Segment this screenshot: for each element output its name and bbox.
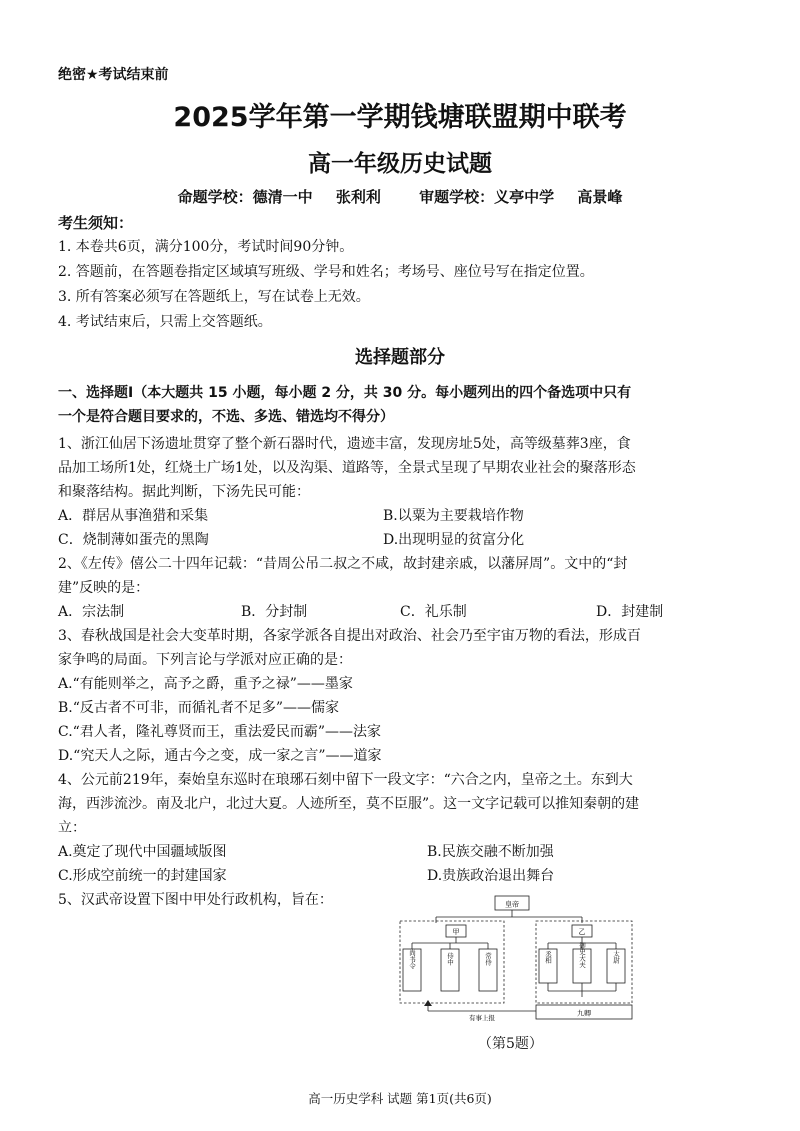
yi-child-label: 丞相 (544, 950, 552, 964)
q2-stem: 建”反映的是： (58, 580, 150, 596)
q3-option-a[interactable]: A.“有能则举之，高予之爵，重予之禄”——墨家 (58, 676, 353, 692)
jia-child-label: 常侍 (484, 952, 492, 966)
setter-line (0, 186, 800, 207)
reviewer-school: 审题学校：义亭中学 (419, 188, 555, 206)
exam-title: 2025学年第一学期钱塘联盟期中联考 (173, 102, 627, 133)
q4-stem: 立： (58, 820, 86, 836)
notice-heading: 考生须知： (58, 214, 134, 232)
notice-item: 2. 答题前，在答题卷指定区域填写班级、学号和姓名；考场号、座位号写在指定位置。 (58, 264, 594, 280)
q1-option-a[interactable]: A．群居从事渔猎和采集 (58, 508, 209, 524)
q4-option-c[interactable]: C.形成空前统一的封建国家 (58, 868, 227, 884)
q2-option-c[interactable]: C．礼乐制 (400, 604, 467, 620)
q1-option-d[interactable]: D.出现明显的贫富分化 (383, 532, 525, 548)
yi-child-label: 御史大夫 (578, 942, 586, 968)
q5-stem: 5、汉武帝设置下图中甲处行政机构，旨在： (58, 892, 333, 908)
q2-stem: 2、《左传》僖公二十四年记载：“昔周公吊二叔之不咸，故封建亲戚，以藩屏周”。文中的“封 (58, 556, 628, 572)
jiuqing-label: 九卿 (577, 1009, 591, 1018)
exam-subtitle: 高一年级历史试题 (308, 151, 492, 177)
q1-stem: 和聚落结构。据此判断，下汤先民可能： (58, 484, 310, 500)
report-label: 有事上报 (469, 1014, 495, 1022)
q3-stem: 3、春秋战国是社会大变革时期，各家学派各自提出对政治、社会乃至宇宙万物的看法，形成百 (58, 628, 641, 644)
setter-name: 张利利 (335, 188, 381, 206)
q5-caption: （第5题） (478, 1036, 543, 1052)
setter-school: 命题学校：德清一中 (177, 188, 313, 206)
q1-option-c[interactable]: C．烧制薄如蛋壳的黑陶 (58, 532, 209, 548)
q4-option-b[interactable]: B.民族交融不断加强 (427, 844, 554, 860)
yi-child-label: 太尉 (612, 950, 620, 964)
q3-option-b[interactable]: B.“反古者不可非，而循礼者不足多”——儒家 (58, 700, 340, 716)
notice-item: 4. 考试结束后，只需上交答题纸。 (58, 314, 272, 330)
section-instruction: 一个是符合题目要求的，不选、多选、错选均不得分） (58, 409, 394, 425)
q3-stem: 家争鸣的局面。下列言论与学派对应正确的是： (58, 652, 352, 668)
q2-option-a[interactable]: A．宗法制 (58, 604, 125, 620)
q4-option-a[interactable]: A.奠定了现代中国疆域版图 (58, 844, 227, 860)
q4-option-d[interactable]: D.贵族政治退出舞台 (427, 868, 555, 884)
reviewer-name: 高景峰 (577, 188, 623, 206)
q3-option-c[interactable]: C.“君人者，隆礼尊贤而王，重法爱民而霸”——法家 (58, 724, 381, 740)
q4-stem: 海，西涉流沙。南及北户，北过大夏。人迹所至，莫不臣服”。这一文字记载可以推知秦朝的建 (58, 796, 640, 812)
confidential-mark: 绝密★考试结束前 (58, 67, 169, 83)
jia-label: 甲 (452, 928, 460, 936)
jia-child-label: 侍中 (446, 952, 454, 966)
q2-option-d[interactable]: D．封建制 (596, 604, 664, 620)
q1-option-b[interactable]: B.以粟为主要栽培作物 (383, 508, 524, 524)
q1-stem: 1、浙江仙居下汤遗址贯穿了整个新石器时代，遗迹丰富，发现房址5处，高等级墓葬3座，食 (58, 436, 631, 452)
jia-child-label: 尚书令 (408, 949, 416, 969)
section-instruction: 一、选择题Ⅰ（本大题共 15 小题，每小题 2 分，共 30 分。每小题列出的四个备选项中只有 (58, 385, 632, 401)
page-footer: 高一历史学科 试题 第1页(共6页) (308, 1091, 492, 1106)
q4-stem: 4、公元前219年，秦始皇东巡时在琅琊石刻中留下一段文字：“六合之内，皇帝之土。东到大 (58, 772, 633, 788)
q1-stem: 品加工场所1处，红烧土广场1处，以及沟渠、道路等，全景式呈现了早期农业社会的聚落形态 (58, 460, 636, 476)
q2-option-b[interactable]: B．分封制 (241, 604, 308, 620)
q5-government-diagram (398, 893, 636, 1033)
section-title: 选择题部分 (355, 347, 445, 368)
emperor-label: 皇帝 (505, 900, 519, 909)
notice-item: 3. 所有答案必须写在答题纸上，写在试卷上无效。 (58, 289, 370, 305)
notice-item: 1. 本卷共6页，满分100分，考试时间90分钟。 (58, 239, 354, 255)
q3-option-d[interactable]: D.“究天人之际，通古今之变，成一家之言”——道家 (58, 748, 382, 764)
yi-label: 乙 (578, 928, 586, 936)
